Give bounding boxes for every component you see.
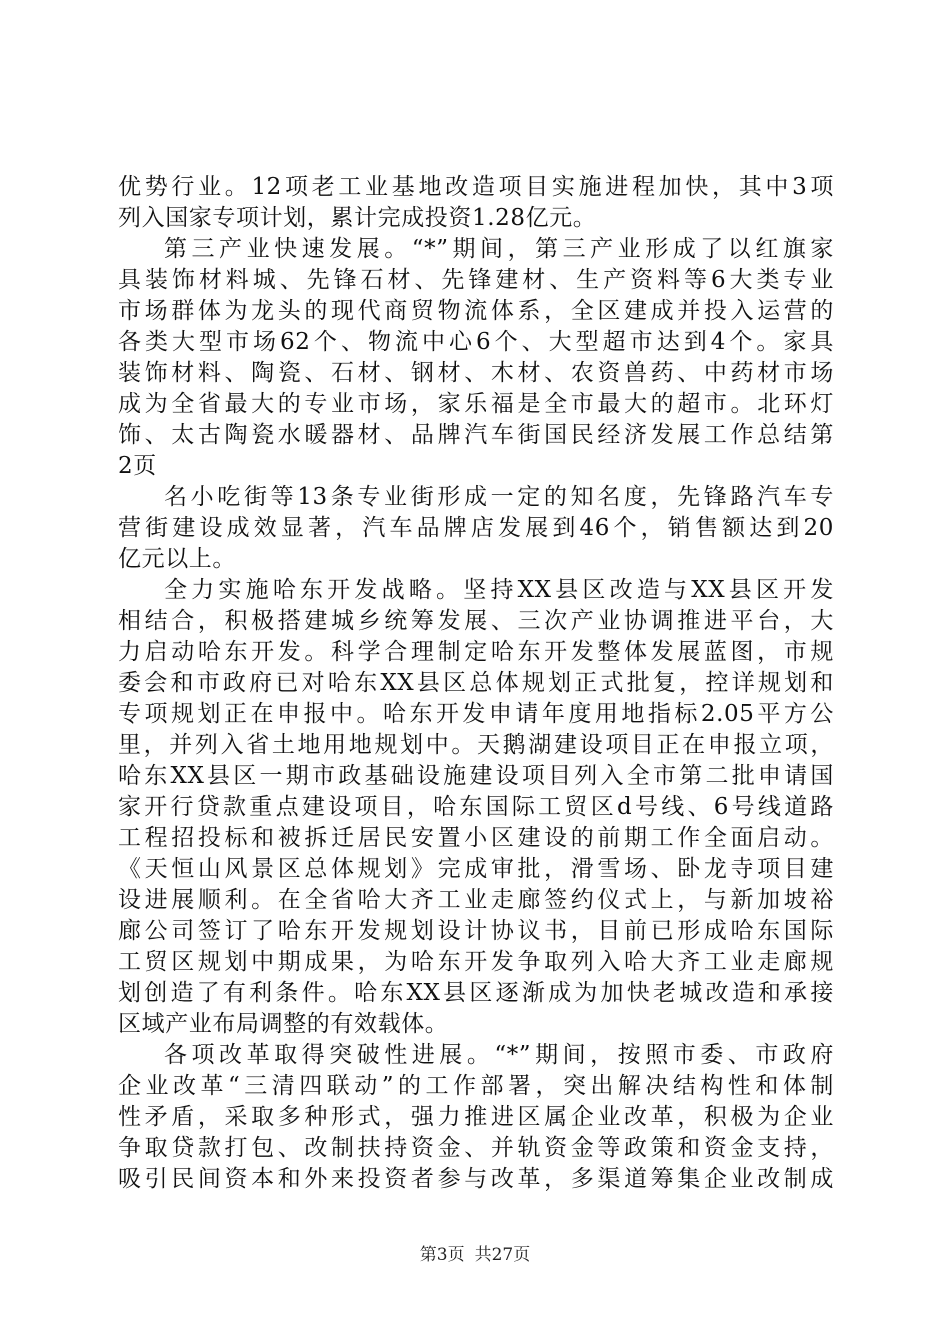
text-line: 2页	[118, 453, 157, 479]
text-line: 家开行贷款重点建设项目，哈东国际工贸区d号线、6号线道路	[118, 794, 834, 820]
total-pages: 共27页	[474, 1245, 531, 1265]
text-line: 哈东XX县区一期市政基础设施建设项目列入全市第二批申请国	[118, 763, 834, 789]
text-line: 第三产业快速发展。“*”期间，第三产业形成了以红旗家	[164, 236, 834, 262]
text-line: 成为全省最大的专业市场，家乐福是全市最大的超市。北环灯	[118, 391, 834, 417]
page-footer	[0, 1240, 950, 1265]
text-line: 具装饰材料城、先锋石材、先锋建材、生产资料等6大类专业	[118, 267, 834, 293]
document-body	[118, 172, 834, 1195]
text-line: 优势行业。12项老工业基地改造项目实施进程加快，其中3项	[118, 174, 834, 200]
text-line: 划创造了有利条件。哈东XX县区逐渐成为加快老城改造和承接	[118, 980, 834, 1006]
text-line: 饰、太古陶瓷水暖器材、品牌汽车街国民经济发展工作总结第	[118, 422, 834, 448]
text-line: 工贸区规划中期成果，为哈东开发争取列入哈大齐工业走廊规	[118, 949, 834, 975]
text-line: 市场群体为龙头的现代商贸物流体系，全区建成并投入运营的	[118, 298, 834, 324]
text-line: 装饰材料、陶瓷、石材、钢材、木材、农资兽药、中药材市场	[118, 360, 834, 386]
text-line: 企业改革“三清四联动”的工作部署，突出解决结构性和体制	[118, 1073, 834, 1099]
text-line: 名小吃街等13条专业街形成一定的知名度，先锋路汽车专	[164, 484, 834, 510]
text-line: 设进展顺利。在全省哈大齐工业走廊签约仪式上，与新加坡裕	[118, 887, 834, 913]
text-line: 委会和市政府已对哈东XX县区总体规划正式批复，控详规划和	[118, 670, 834, 696]
text-line: 性矛盾，采取多种形式，强力推进区属企业改革，积极为企业	[118, 1104, 834, 1130]
text-line: 里，并列入省土地用地规划中。天鹅湖建设项目正在申报立项，	[118, 732, 834, 758]
text-line: 廊公司签订了哈东开发规划设计协议书，目前已形成哈东国际	[118, 918, 834, 944]
text-line: 列入国家专项计划，累计完成投资1.28亿元。	[118, 205, 597, 231]
text-line: 争取贷款打包、改制扶持资金、并轨资金等政策和资金支持，	[118, 1135, 834, 1161]
text-line: 各类大型市场62个、物流中心6个、大型超市达到4个。家具	[118, 329, 834, 355]
text-line: 《天恒山风景区总体规划》完成审批，滑雪场、卧龙寺项目建	[118, 856, 834, 882]
text-line: 营街建设成效显著，汽车品牌店发展到46个，销售额达到20	[118, 515, 834, 541]
text-line: 各项改革取得突破性进展。“*”期间，按照市委、市政府	[164, 1042, 834, 1068]
text-line: 亿元以上。	[118, 546, 236, 572]
page-number: 第3页	[419, 1245, 465, 1265]
text-line: 力启动哈东开发。科学合理制定哈东开发整体发展蓝图，市规	[118, 639, 834, 665]
text-line: 全力实施哈东开发战略。坚持XX县区改造与XX县区开发	[164, 577, 834, 603]
text-line: 相结合，积极搭建城乡统筹发展、三次产业协调推进平台，大	[118, 608, 834, 634]
text-line: 工程招投标和被拆迁居民安置小区建设的前期工作全面启动。	[118, 825, 834, 851]
text-line: 吸引民间资本和外来投资者参与改革，多渠道筹集企业改制成	[118, 1166, 834, 1192]
text-line: 专项规划正在申报中。哈东开发申请年度用地指标2.05平方公	[118, 701, 834, 727]
text-line: 区域产业布局调整的有效载体。	[118, 1011, 449, 1037]
